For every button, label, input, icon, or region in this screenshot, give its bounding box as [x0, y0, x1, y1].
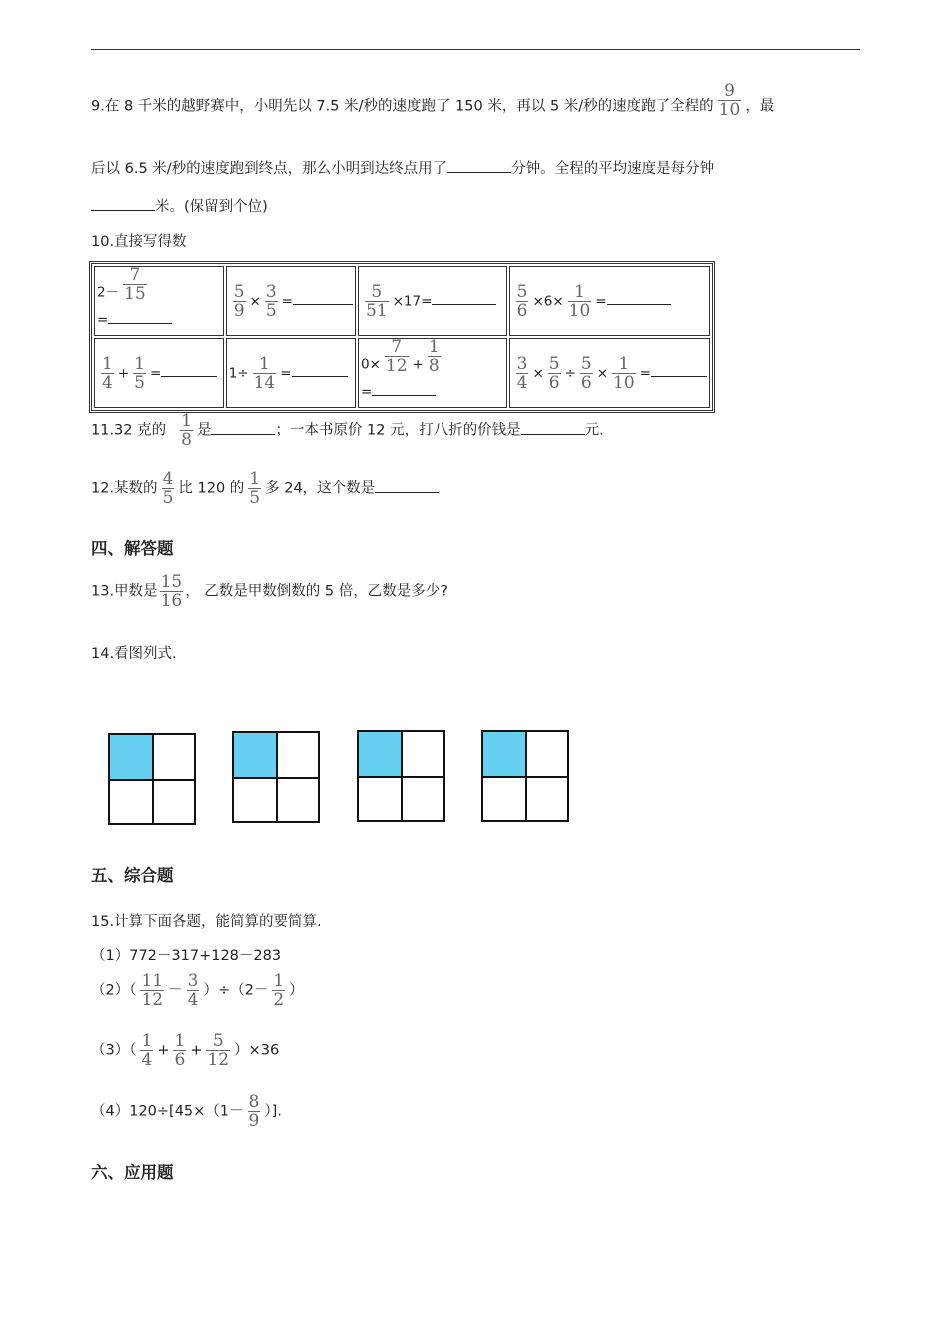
grid-line	[110, 779, 194, 781]
calc-cell: $\frac{5}{9}$ × $\frac{3}{5}$ =	[226, 266, 356, 336]
calc-cell: $\frac{5}{6}$ ×6× $\frac{1}{10}$ =	[509, 266, 710, 336]
answer-blank[interactable]	[372, 383, 436, 396]
q9-line3: 米。(保留到个位)	[91, 195, 268, 216]
answer-blank[interactable]	[293, 292, 353, 305]
fraction: $\frac{15}{16}$	[160, 572, 183, 611]
fraction: $\frac{1}{4}$	[141, 1031, 153, 1070]
fraction-square	[481, 730, 569, 822]
fraction: $\frac{5}{9}$	[233, 281, 245, 321]
answer-blank[interactable]	[651, 364, 707, 377]
calc-cell: $\frac{5}{51}$ ×17=	[358, 266, 507, 336]
answer-blank[interactable]	[447, 160, 511, 173]
fraction: $\frac{1}{5}$	[134, 353, 145, 393]
fraction: $\frac{5}{12}$	[207, 1031, 230, 1070]
fraction: $\frac{4}{5}$	[162, 469, 174, 508]
q11-line: 11.32 克的 $\frac{1}{8}$ 是 ；一本书原价 12 元，打八折的价钱是 元.	[91, 411, 604, 450]
answer-blank[interactable]	[211, 422, 275, 435]
calc-cell: $\frac{1}{4}$ + $\frac{1}{5}$ =	[94, 338, 224, 408]
calc-cell: $\frac{3}{4}$ × $\frac{5}{6}$ ÷ $\frac{5}{6}$ × $\frac{1}{10}$ =	[509, 338, 710, 408]
fraction: $\frac{3}{4}$	[516, 353, 528, 393]
header-rule	[91, 49, 860, 50]
fraction: $\frac{7}{15}$	[124, 265, 146, 304]
q13-line: 13.甲数是 $\frac{15}{16}$ ， 乙数是甲数倒数的 5 倍，乙数是多少?	[91, 572, 448, 611]
fraction-square	[232, 731, 320, 823]
fraction: $\frac{3}{4}$	[187, 971, 199, 1010]
answer-blank[interactable]	[161, 364, 217, 377]
calc-cell: 2－ $\frac{7}{15}$ =	[94, 266, 224, 336]
section-heading: 五、综合题	[91, 866, 174, 885]
answer-blank[interactable]	[432, 292, 496, 305]
calc-cell: 1÷ $\frac{1}{14}$ =	[226, 338, 356, 408]
grid-line	[359, 776, 443, 778]
fraction: $\frac{1}{8}$	[181, 411, 192, 450]
grid-line	[483, 776, 567, 778]
answer-blank[interactable]	[108, 311, 172, 324]
shaded-cell	[234, 733, 276, 777]
q15-part3: （3）（ $\frac{1}{4}$ + $\frac{1}{6}$ + $\frac{5}{12}$ ）×36	[91, 1031, 280, 1070]
q9-line1	[91, 81, 775, 125]
fraction: $\frac{1}{10}$	[568, 281, 591, 321]
fraction: $\frac{1}{2}$	[273, 971, 285, 1010]
fraction: $\frac{7}{12}$	[385, 337, 408, 376]
q15-title: 15.计算下面各题，能简算的要简算.	[91, 914, 322, 930]
fraction: $\frac{5}{6}$	[580, 353, 592, 393]
fraction: $\frac{1}{8}$	[428, 337, 440, 376]
q10-title: 10.直接写得数	[91, 234, 187, 250]
shaded-cell	[110, 735, 152, 779]
shaded-cell	[483, 732, 525, 776]
answer-blank[interactable]	[292, 364, 348, 377]
fraction: $\frac{1}{10}$	[613, 353, 635, 393]
fraction: $\frac{1}{6}$	[174, 1031, 186, 1070]
answer-blank[interactable]	[375, 480, 439, 493]
fraction: $\frac{9}{10}$	[718, 81, 741, 120]
answer-blank[interactable]	[91, 198, 155, 211]
calc-cell: 0× $\frac{7}{12}$ + $\frac{1}{8}$ =	[358, 338, 507, 408]
q15-part2: （2）（ $\frac{11}{12}$ － $\frac{3}{4}$ ）÷（2－ $\frac{1}{2}$ ）	[91, 971, 304, 1010]
calc-table	[89, 261, 715, 413]
fraction-square	[357, 730, 445, 822]
fraction: $\frac{1}{4}$	[102, 353, 113, 393]
fraction-square	[108, 733, 196, 825]
fraction: $\frac{1}{14}$	[253, 353, 276, 393]
grid-line	[234, 777, 318, 779]
q15-part4: （4）120÷[45×（1－ $\frac{8}{9}$ ）].	[91, 1092, 282, 1131]
section-heading: 六、应用题	[91, 1163, 174, 1182]
fraction: $\frac{8}{9}$	[248, 1092, 260, 1131]
fraction: $\frac{5}{6}$	[516, 281, 528, 321]
fraction: $\frac{11}{12}$	[141, 971, 164, 1010]
q12-line: 12.某数的 $\frac{4}{5}$ 比 120 的 $\frac{1}{5}$ 多 24，这个数是	[91, 470, 439, 507]
fraction: $\frac{5}{6}$	[548, 353, 560, 393]
fraction: $\frac{3}{5}$	[265, 281, 277, 321]
fraction: $\frac{5}{51}$	[365, 281, 388, 321]
section-heading: 四、解答题	[91, 539, 174, 558]
q14-title: 14.看图列式.	[91, 646, 177, 662]
answer-blank[interactable]	[607, 292, 671, 305]
q9-text-1: 9.在 8 千米的越野赛中，小明先以 7.5 米/秒的速度跑了 150 米，再以 5 米/秒的速度跑了全程的	[91, 98, 714, 115]
q15-part1: （1）772－317+128－283	[91, 948, 282, 964]
fraction: $\frac{1}{5}$	[249, 469, 261, 508]
q9-text-2: ，最	[745, 98, 775, 115]
shaded-cell	[359, 732, 401, 776]
q9-line2: 后以 6.5 米/秒的速度跑到终点，那么小明到达终点用了 分钟。全程的平均速度是每分钟	[91, 161, 715, 177]
answer-blank[interactable]	[521, 422, 585, 435]
